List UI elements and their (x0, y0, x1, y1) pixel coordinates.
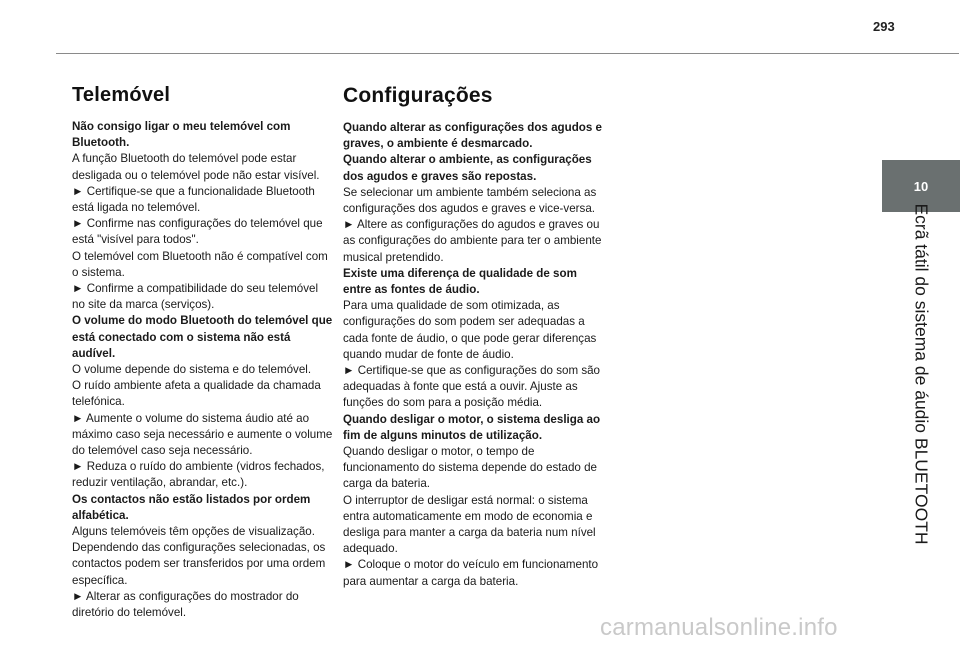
chapter-number: 10 (913, 178, 929, 194)
answer-text: ► Coloque o motor do veículo em funcionamento para aumentar a carga da bateria. (343, 558, 599, 588)
answer-text: ► Certifique-se que a funcionalidade Bluetooth está ligada no telemóvel. (72, 184, 315, 215)
chapter-title: Ecrã tátil do sistema de áudio BLUETOOTH (911, 203, 932, 545)
question-text: O volume do modo Bluetooth do telemóvel que está conectado com o sistema não está audível. (72, 314, 333, 360)
answer-text: ► Reduza o ruído do ambiente (vidros fechados, reduzir ventilação, abrandar, etc.). (72, 460, 325, 490)
answer-text: ► Confirme a compatibilidade do seu telemóvel no site da marca (serviços). (72, 282, 319, 312)
right-column-body (343, 120, 605, 590)
answer-text: O interruptor de desligar está normal: o sistema entra automaticamente em modo de economia e desliga para manter a carga da bateria num nível adequado. (343, 493, 596, 556)
page-number: 293 (873, 19, 895, 34)
answer-text: ► Alterar as configurações do mostrador do diretório do telemóvel. (72, 589, 299, 620)
question-text: Quando alterar o ambiente, as configurações dos agudos e graves são repostas. (343, 153, 592, 183)
question-text: Quando alterar as configurações dos agudos e graves, o ambiente é desmarcado. (343, 121, 602, 151)
answer-text: ► Altere as configurações do agudos e graves ou as configurações do ambiente para ter o ambiente musical pretendido. (343, 218, 602, 264)
answer-text: ► Certifique-se que as configurações do som são adequadas à fonte que está a ouvir. Ajuste as funções do som para a posição média. (343, 364, 601, 410)
question-text: Existe uma diferença de qualidade de som entre as fontes de áudio. (343, 266, 577, 297)
question-text: Os contactos não estão listados por ordem alfabética. (72, 492, 311, 522)
left-column (72, 84, 334, 621)
question-text: Não consigo ligar o meu telemóvel com Bluetooth. (72, 120, 291, 150)
answer-text: ► Confirme nas configurações do telemóvel que está "visível para todos". (72, 217, 323, 247)
answer-text: Alguns telemóveis têm opções de visualização. Dependendo das configurações selecionadas, os contactos podem ser transferidos por uma ordem específica. (72, 525, 326, 587)
question-text: Quando desligar o motor, o sistema desliga ao fim de alguns minutos de utilização. (343, 412, 601, 442)
left-column-body (72, 119, 334, 621)
answer-text: O volume depende do sistema e do telemóvel. (72, 363, 312, 377)
section-heading-configuracoes: Configurações (343, 84, 493, 107)
right-column (343, 84, 605, 590)
answer-text: ► Aumente o volume do sistema áudio até ao máximo caso seja necessário e aumente o volume do telemóvel caso seja necessário. (72, 411, 333, 458)
answer-text: O telemóvel com Bluetooth não é compatível com o sistema. (72, 249, 328, 279)
watermark: carmanualsonline.info (600, 614, 838, 641)
answer-text: Para uma qualidade de som otimizada, as configurações do som podem ser adequadas a cada fonte de áudio, o que pode gerar diferenças quando mudar de fonte de áudio. (343, 299, 597, 361)
header-divider (56, 53, 959, 54)
answer-text: Se selecionar um ambiente também seleciona as configurações dos agudos e graves e vice-versa. (343, 185, 597, 216)
answer-text: Quando desligar o motor, o tempo de funcionamento do sistema depende do estado de carga da bateria. (343, 445, 597, 491)
answer-text: O ruído ambiente afeta a qualidade da chamada telefónica. (72, 379, 321, 409)
section-heading-telemovel: Telemóvel (72, 84, 171, 106)
answer-text: A função Bluetooth do telemóvel pode estar desligada ou o telemóvel pode não estar visível. (72, 152, 320, 182)
